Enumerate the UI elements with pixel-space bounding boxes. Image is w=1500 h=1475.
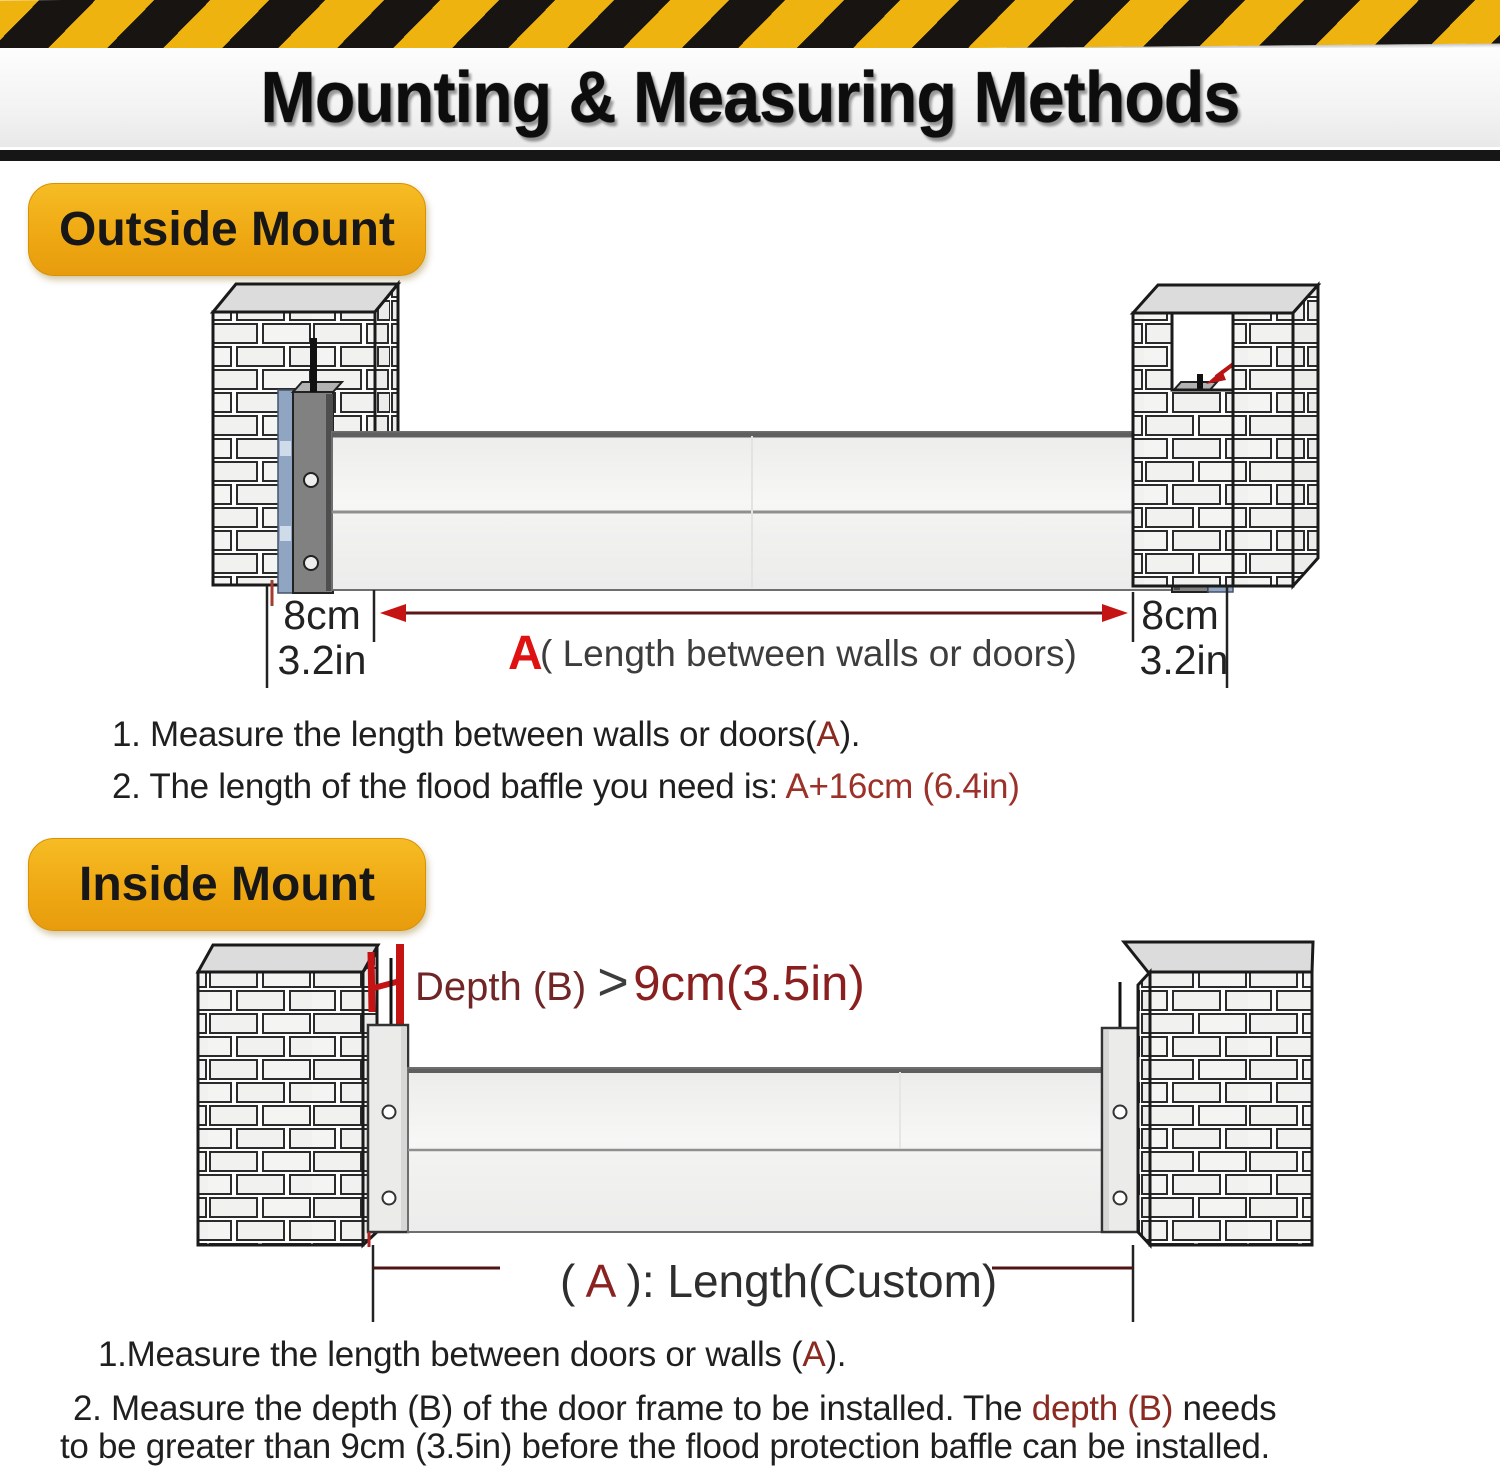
inside-length-label: ( A ): Length(Custom) [560, 1255, 998, 1307]
depth-note [415, 952, 865, 1012]
screw-hole [1114, 1192, 1127, 1205]
outside-mount-badge [28, 183, 426, 276]
inside-right-mounting-channel [1102, 982, 1138, 1232]
dim-right-cm: 8cm [1141, 592, 1219, 638]
depth-note-gt: > [597, 952, 629, 1012]
inside-flood-barrier [408, 1068, 1102, 1232]
title-underline-bar [0, 150, 1500, 161]
inside-mount-badge-label: Inside Mount [79, 858, 375, 911]
dim-left-in: 3.2in [277, 637, 367, 683]
inside-step-1: 1.Measure the length between doors or walls (A). [98, 1335, 847, 1374]
depth-note-value: 9cm(3.5in) [633, 957, 865, 1011]
inside-mount-diagram [0, 935, 1500, 1330]
anchor-rod [310, 338, 317, 392]
outside-right-brick-pillar [1133, 285, 1318, 586]
dim-length-label: ( Length between walls or doors) [540, 633, 1077, 674]
step-formula: A+16cm (6.4in) [785, 767, 1020, 806]
screw-hole [304, 473, 318, 487]
dim-right-in: 3.2in [1139, 637, 1229, 683]
outside-mount-badge-label: Outside Mount [59, 203, 395, 256]
step-ref-a: A [802, 1335, 826, 1374]
page-title: Mounting & Measuring Methods [260, 57, 1240, 138]
screw-hole [383, 1106, 396, 1119]
title-band [0, 48, 1500, 147]
outside-step-1: 1. Measure the length between walls or doors(A). [112, 715, 861, 754]
inside-right-brick-pillar [1124, 942, 1313, 1245]
outside-step-2: 2. The length of the flood baffle you need is: A+16cm (6.4in) [112, 767, 1020, 806]
arrowhead-right [1102, 604, 1128, 622]
step-ref-a: A [816, 715, 840, 754]
dim-a-letter: A [508, 627, 543, 680]
inside-mount-badge [28, 838, 426, 931]
screw-hole [304, 556, 318, 570]
inside-dimension [373, 1245, 1133, 1322]
outside-dimension [267, 580, 1228, 688]
outside-mount-diagram [0, 275, 1500, 715]
outside-left-seal-strip [278, 390, 293, 593]
inside-step-2-line-2: to be greater than 9cm (3.5in) before the flood protection baffle can be installed. [60, 1427, 1270, 1466]
inside-left-brick-pillar [198, 945, 378, 1245]
depth-note-label: Depth (B) [415, 965, 598, 1009]
outside-flood-barrier [332, 432, 1173, 590]
screw-hole [1114, 1106, 1127, 1119]
screw-hole [383, 1192, 396, 1205]
arrowhead-left [380, 604, 406, 622]
dim-left-cm: 8cm [283, 592, 361, 638]
step-ref-depth-b: depth (B) [1031, 1389, 1174, 1428]
inside-step-2-line-1: 2. Measure the depth (B) of the door frame to be installed. The depth (B) needs [73, 1389, 1277, 1428]
